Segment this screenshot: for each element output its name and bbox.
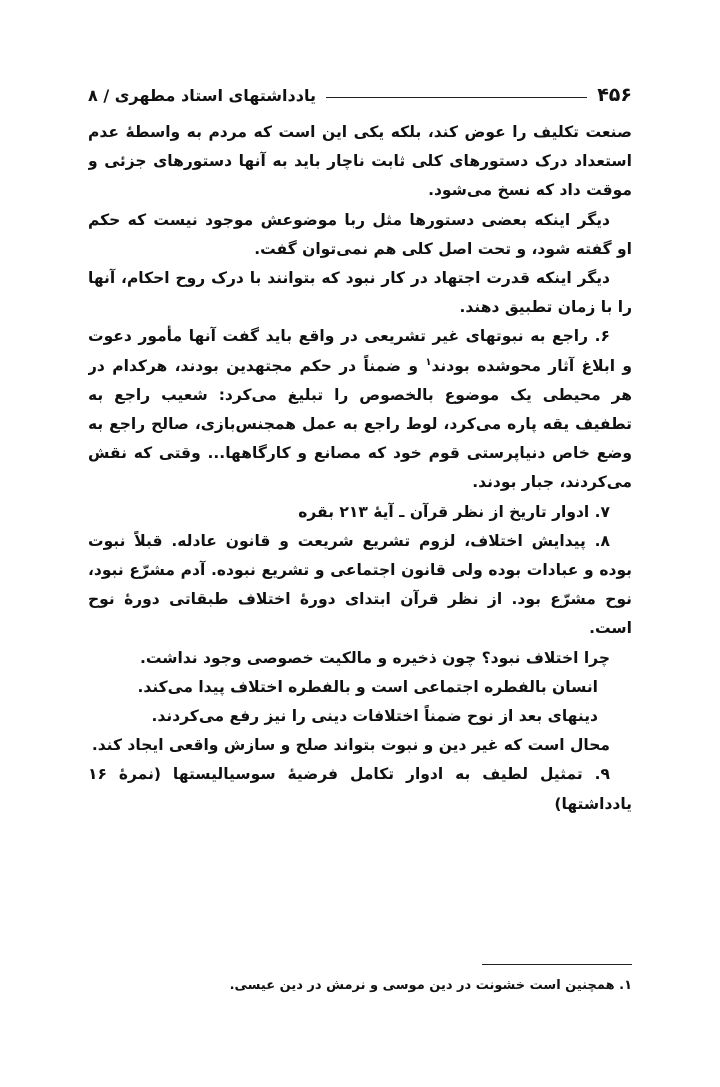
- paragraph: دینهای بعد از نوح ضمناً اختلافات دینی را نیز رفع می‌کردند.: [151, 707, 598, 726]
- paragraph: دیگر اینکه بعضی دستورها مثل ربا موضوعش موجود نیست که حکم او گفته شود، و تحت اصل کلی هم نمی‌توان گفت.: [88, 210, 632, 258]
- page-header: [88, 80, 632, 110]
- paragraph: چرا اختلاف نبود؟ چون ذخیره و مالکیت خصوصی وجود نداشت.: [140, 648, 610, 667]
- paragraph: ۹. تمثیل لطیف به ادوار تکامل فرضیهٔ سوسیالیستها (نمرهٔ ۱۶ یادداشتها): [88, 765, 632, 813]
- paragraph: [88, 322, 632, 497]
- page-number: ۴۵۶: [597, 84, 632, 106]
- main-text: [88, 118, 632, 948]
- paragraph: انسان بالفطره اجتماعی است و بالفطره اختلاف پیدا می‌کند.: [137, 677, 598, 696]
- footnote-marker: ۱: [425, 356, 432, 368]
- paragraph-part: ۶. راجع به نبوتهای غیر تشریعی در واقع باید گفت آنها مأمور دعوت و ابلاغ آثار محوشده بودند: [88, 327, 632, 375]
- paragraph: صنعت تکلیف را عوض کند، بلکه یکی این است که مردم به واسطهٔ عدم استعداد درک دستورهای کلی ثابت ناچار باید به آنها دستورهای جزئی و موقت داد که نسخ می‌شود.: [88, 123, 632, 200]
- paragraph: محال است که غیر دین و نبوت بتواند صلح و سازش واقعی ایجاد کند.: [91, 736, 610, 755]
- paragraph: ۷. ادوار تاریخ از نظر قرآن ـ آیهٔ ۲۱۳ بقره: [298, 502, 610, 521]
- header-rule: [326, 97, 587, 98]
- footnote: ۱. همچنین است خشونت در دین موسی و نرمش در دین عیسی.: [229, 978, 632, 993]
- paragraph: ۸. پیدایش اختلاف، لزوم تشریع شریعت و قانون عادله. قبلاً نبوت بوده و عبادات بوده ولی قانون اجتماعی و تشریع نبوده. آدم مشرّع نبود، نوح مشرّع بود. از نظر قرآن ابتدای دورهٔ اختلاف طبقاتی دورهٔ نوح است.: [88, 531, 632, 638]
- paragraph: دیگر اینکه قدرت اجتهاد در کار نبود که بتوانند با درک روح احکام، آنها را با زمان تطبیق دهند.: [88, 269, 632, 317]
- footnote-rule: [482, 964, 632, 965]
- paragraph-part: و ضمناً در حکم مجتهدین بودند، هرکدام در هر محیطی یک موضوع بالخصوص را تبلیغ می‌کرد: شعیب راجع به تطفیف یقه پاره می‌کرد، لوط راجع به عمل همجنس‌بازی، صالح راجع به وضع خاص دنیاپرستی قوم خود که مصانع و کارگاهها... وقتی که نقش می‌کردند، جبار بودند.: [88, 356, 632, 492]
- running-title: یادداشتهای استاد مطهری / ۸: [88, 85, 316, 105]
